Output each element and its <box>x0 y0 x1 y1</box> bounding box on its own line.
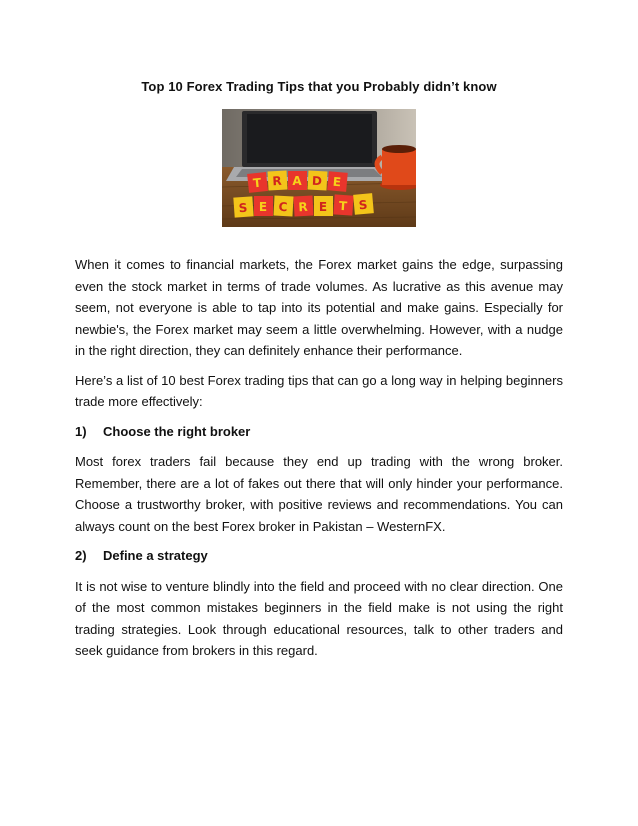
trade-secrets-illustration <box>222 109 416 227</box>
section-heading-text: Choose the right broker <box>103 423 251 439</box>
block-letter: E <box>318 200 328 214</box>
block-letter: T <box>252 175 262 191</box>
section-heading-text: Define a strategy <box>103 548 208 563</box>
document-title: Top 10 Forex Trading Tips that you Probably didn’t know <box>141 79 497 94</box>
article-body <box>75 254 563 670</box>
block-letter: C <box>278 199 288 215</box>
block-letter: A <box>292 174 302 188</box>
section-number: 2) <box>75 548 87 563</box>
block-letter: R <box>298 199 309 215</box>
block-letter: S <box>238 200 248 216</box>
section-paragraph-1: Most forex traders fail because they end up trading with the wrong broker. Remember, there are a lot of fakes out there that will only hinder your performance. Choose a trustworthy broker, with positive reviews and recommendations. You can always count on the best Forex broker in Pakistan – WesternFX. <box>75 454 563 534</box>
block-row-trade <box>247 170 348 192</box>
section-heading-1 <box>75 421 563 443</box>
block-letter: E <box>332 174 342 190</box>
section-number: 1) <box>75 423 87 439</box>
list-intro-paragraph: Here’s a list of 10 best Forex trading tips that can go a long way in helping beginners trade more effectively: <box>75 372 563 409</box>
block-letter: T <box>338 198 348 214</box>
block-letter: R <box>272 173 283 189</box>
section-paragraph-2: It is not wise to venture blindly into the field and proceed with no clear direction. One of the most common mistakes beginners in the field make is not using the right trading strategies. Look through educational resources, talk to other traders and seek guidance from brokers in this regard. <box>75 578 563 658</box>
block-letter: D <box>311 173 323 189</box>
block-letter: S <box>358 197 369 213</box>
intro-paragraph: When it comes to financial markets, the Forex market gains the edge, surpassing even the stock market in terms of trade volumes. As lucrative as this avenue may seem, not everyone is able to tap into its potential and make gains. Especially for newbie's, the Forex market may seem a little overwhelming. However, with a nudge in the right direction, they can definitely enhance their performance. <box>75 257 563 358</box>
trade-secrets-photo <box>222 109 416 227</box>
block-letter: E <box>258 200 268 214</box>
section-heading-2 <box>75 545 563 567</box>
